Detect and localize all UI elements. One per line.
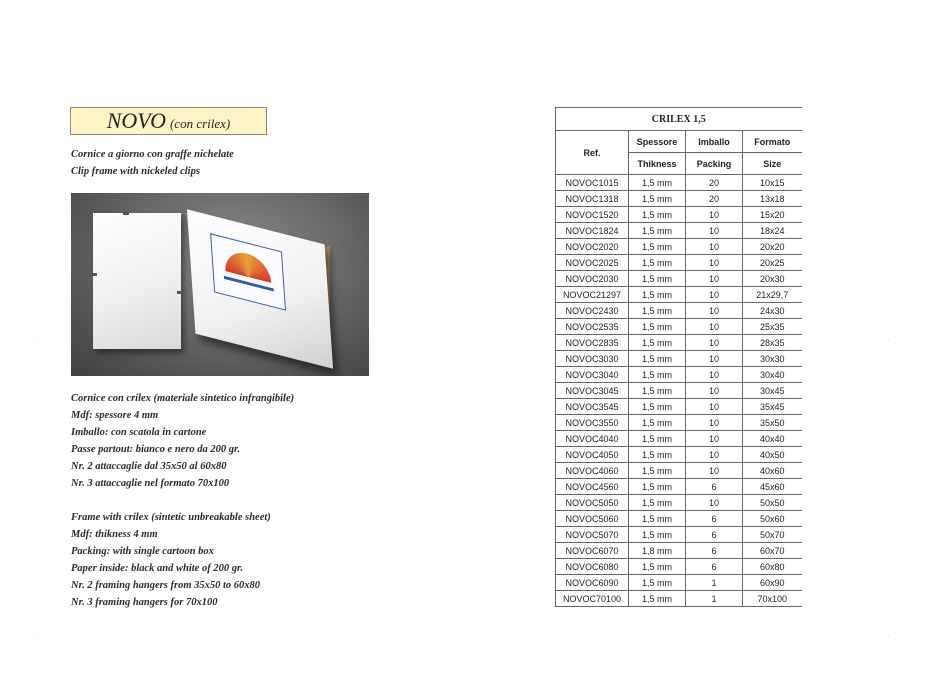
desc-line: Nr. 3 attaccaglie nel formato 70x100 xyxy=(71,478,230,489)
table-row xyxy=(556,207,802,223)
product-name: NOVO xyxy=(106,108,166,133)
cell-thickness: 1,5 mm xyxy=(629,495,686,511)
table-row xyxy=(556,591,802,607)
cell-ref: NOVOC2430 xyxy=(556,303,629,319)
table-row xyxy=(556,415,802,431)
cell-size: 20x25 xyxy=(743,255,802,271)
table-body xyxy=(556,175,802,607)
cell-thickness: 1,5 mm xyxy=(629,575,686,591)
table-row xyxy=(556,463,802,479)
cell-ref: NOVOC70100 xyxy=(556,591,629,607)
header-ref: Ref. xyxy=(556,131,629,175)
cell-thickness: 1,5 mm xyxy=(629,207,686,223)
table-row xyxy=(556,287,802,303)
table-row xyxy=(556,175,802,191)
clip-mark xyxy=(123,212,129,215)
cell-ref: NOVOC3040 xyxy=(556,367,629,383)
cell-size: 45x60 xyxy=(743,479,802,495)
crop-mark: . xyxy=(888,336,890,342)
cell-ref: NOVOC2025 xyxy=(556,255,629,271)
cell-thickness: 1,5 mm xyxy=(629,175,686,191)
desc-line: Nr. 3 framing hangers for 70x100 xyxy=(71,597,218,608)
cell-thickness: 1,5 mm xyxy=(629,271,686,287)
clip-mark xyxy=(177,291,183,294)
cell-packing: 6 xyxy=(686,479,743,495)
cell-packing: 10 xyxy=(686,287,743,303)
desc-line: Imballo: con scatola in cartone xyxy=(71,427,207,438)
table-row xyxy=(556,527,802,543)
cell-thickness: 1,5 mm xyxy=(629,287,686,303)
desc-line: Nr. 2 attaccaglie dal 35x50 al 60x80 xyxy=(71,461,227,472)
cell-size: 60x90 xyxy=(743,575,802,591)
table-row xyxy=(556,383,802,399)
cell-size: 20x30 xyxy=(743,271,802,287)
table-row xyxy=(556,191,802,207)
cell-ref: NOVOC1824 xyxy=(556,223,629,239)
table-row xyxy=(556,319,802,335)
cell-packing: 10 xyxy=(686,383,743,399)
table-row xyxy=(556,511,802,527)
cell-packing: 10 xyxy=(686,271,743,287)
product-subtitle: (con crilex) xyxy=(169,116,231,131)
cell-size: 20x20 xyxy=(743,239,802,255)
table-row xyxy=(556,575,802,591)
table-row xyxy=(556,399,802,415)
cell-thickness: 1,5 mm xyxy=(629,351,686,367)
cell-thickness: 1,5 mm xyxy=(629,383,686,399)
table-row xyxy=(556,495,802,511)
table-row xyxy=(556,303,802,319)
cell-size: 15x20 xyxy=(743,207,802,223)
table-row xyxy=(556,351,802,367)
cell-packing: 10 xyxy=(686,207,743,223)
cell-packing: 10 xyxy=(686,335,743,351)
header-thickness-en: Thikness xyxy=(629,153,686,175)
clip-mark xyxy=(91,273,97,276)
table-row xyxy=(556,223,802,239)
cell-packing: 1 xyxy=(686,591,743,607)
cell-size: 10x15 xyxy=(743,175,802,191)
cell-ref: NOVOC4040 xyxy=(556,431,629,447)
cell-size: 50x70 xyxy=(743,527,802,543)
cell-thickness: 1,5 mm xyxy=(629,591,686,607)
cell-size: 40x40 xyxy=(743,431,802,447)
cell-thickness: 1,5 mm xyxy=(629,399,686,415)
cell-packing: 10 xyxy=(686,303,743,319)
cell-ref: NOVOC3545 xyxy=(556,399,629,415)
cell-packing: 10 xyxy=(686,367,743,383)
table-row xyxy=(556,479,802,495)
cell-thickness: 1,5 mm xyxy=(629,239,686,255)
cell-thickness: 1,5 mm xyxy=(629,319,686,335)
desc-line: Mdf: spessore 4 mm xyxy=(71,410,159,421)
cell-size: 50x60 xyxy=(743,511,802,527)
crop-mark: . xyxy=(34,336,36,342)
cell-thickness: 1,5 mm xyxy=(629,223,686,239)
clip-frame-image xyxy=(93,213,181,349)
cell-size: 40x60 xyxy=(743,463,802,479)
crop-mark: . xyxy=(34,632,36,638)
cell-size: 21x29,7 xyxy=(743,287,802,303)
intro-line: Cornice a giorno con graffe nichelate xyxy=(71,149,234,160)
cell-thickness: 1,5 mm xyxy=(629,431,686,447)
cell-thickness: 1,5 mm xyxy=(629,559,686,575)
cell-packing: 20 xyxy=(686,175,743,191)
intro-text xyxy=(71,146,234,180)
cell-thickness: 1,5 mm xyxy=(629,415,686,431)
spec-table xyxy=(555,107,802,607)
cell-size: 60x80 xyxy=(743,559,802,575)
cell-ref: NOVOC21297 xyxy=(556,287,629,303)
cell-ref: NOVOC6090 xyxy=(556,575,629,591)
description-english xyxy=(71,509,271,611)
cell-packing: 6 xyxy=(686,559,743,575)
cell-ref: NOVOC3550 xyxy=(556,415,629,431)
desc-line: Frame with crilex (sintetic unbreakable sheet) xyxy=(71,512,271,523)
desc-line: Paper inside: black and white of 200 gr. xyxy=(71,563,244,574)
cell-ref: NOVOC5050 xyxy=(556,495,629,511)
table-row xyxy=(556,255,802,271)
header-packing-it: Imballo xyxy=(686,131,743,153)
cell-thickness: 1,5 mm xyxy=(629,367,686,383)
table-row xyxy=(556,447,802,463)
table-caption: CRILEX 1,5 xyxy=(556,108,802,131)
cell-ref: NOVOC4560 xyxy=(556,479,629,495)
cell-ref: NOVOC3030 xyxy=(556,351,629,367)
cell-size: 40x50 xyxy=(743,447,802,463)
cell-ref: NOVOC5060 xyxy=(556,511,629,527)
cell-ref: NOVOC1318 xyxy=(556,191,629,207)
cell-packing: 6 xyxy=(686,511,743,527)
cell-size: 13x18 xyxy=(743,191,802,207)
cell-size: 35x50 xyxy=(743,415,802,431)
cell-packing: 6 xyxy=(686,527,743,543)
cell-size: 50x50 xyxy=(743,495,802,511)
cell-packing: 10 xyxy=(686,447,743,463)
cell-ref: NOVOC2020 xyxy=(556,239,629,255)
packaging-box-image xyxy=(187,209,333,369)
table-row xyxy=(556,271,802,287)
cell-thickness: 1,5 mm xyxy=(629,303,686,319)
desc-line: Nr. 2 framing hangers from 35x50 to 60x80 xyxy=(71,580,261,591)
cell-packing: 10 xyxy=(686,415,743,431)
cell-thickness: 1,5 mm xyxy=(629,447,686,463)
cell-size: 28x35 xyxy=(743,335,802,351)
cell-packing: 6 xyxy=(686,543,743,559)
cell-ref: NOVOC2535 xyxy=(556,319,629,335)
cell-size: 30x40 xyxy=(743,367,802,383)
crop-mark: . xyxy=(888,632,890,638)
cell-size: 35x45 xyxy=(743,399,802,415)
cell-ref: NOVOC4060 xyxy=(556,463,629,479)
cell-ref: NOVOC4050 xyxy=(556,447,629,463)
cell-ref: NOVOC2835 xyxy=(556,335,629,351)
desc-line: Cornice con crilex (materiale sintetico infrangibile) xyxy=(71,393,295,404)
product-title xyxy=(70,107,267,135)
cell-packing: 10 xyxy=(686,431,743,447)
cell-packing: 10 xyxy=(686,495,743,511)
cell-packing: 10 xyxy=(686,255,743,271)
cell-packing: 10 xyxy=(686,223,743,239)
cell-ref: NOVOC1015 xyxy=(556,175,629,191)
cell-packing: 10 xyxy=(686,463,743,479)
cell-packing: 10 xyxy=(686,351,743,367)
box-label xyxy=(210,233,286,310)
header-packing-en: Packing xyxy=(686,153,743,175)
table-row xyxy=(556,335,802,351)
cell-size: 60x70 xyxy=(743,543,802,559)
desc-line: Passe partout: bianco e nero da 200 gr. xyxy=(71,444,241,455)
cell-size: 18x24 xyxy=(743,223,802,239)
cell-thickness: 1,8 mm xyxy=(629,543,686,559)
header-size-it: Formato xyxy=(743,131,802,153)
cell-ref: NOVOC6080 xyxy=(556,559,629,575)
cell-size: 30x45 xyxy=(743,383,802,399)
cell-size: 25x35 xyxy=(743,319,802,335)
table-row xyxy=(556,367,802,383)
cell-size: 24x30 xyxy=(743,303,802,319)
cell-packing: 10 xyxy=(686,399,743,415)
cell-thickness: 1,5 mm xyxy=(629,191,686,207)
cell-thickness: 1,5 mm xyxy=(629,463,686,479)
desc-line: Mdf: thikness 4 mm xyxy=(71,529,158,540)
cell-size: 70x100 xyxy=(743,591,802,607)
cell-packing: 10 xyxy=(686,319,743,335)
table-row xyxy=(556,543,802,559)
desc-line: Packing: with single cartoon box xyxy=(71,546,214,557)
table-row xyxy=(556,239,802,255)
cell-ref: NOVOC6070 xyxy=(556,543,629,559)
header-size-en: Size xyxy=(743,153,802,175)
description-italian xyxy=(71,390,294,492)
cell-ref: NOVOC3045 xyxy=(556,383,629,399)
cell-thickness: 1,5 mm xyxy=(629,511,686,527)
table-row xyxy=(556,431,802,447)
cell-ref: NOVOC5070 xyxy=(556,527,629,543)
header-thickness-it: Spessore xyxy=(629,131,686,153)
product-photo xyxy=(71,193,369,376)
cell-packing: 20 xyxy=(686,191,743,207)
cell-ref: NOVOC2030 xyxy=(556,271,629,287)
intro-line: Clip frame with nickeled clips xyxy=(71,166,200,177)
cell-packing: 1 xyxy=(686,575,743,591)
cell-thickness: 1,5 mm xyxy=(629,335,686,351)
cell-packing: 10 xyxy=(686,239,743,255)
cell-thickness: 1,5 mm xyxy=(629,527,686,543)
cell-thickness: 1,5 mm xyxy=(629,479,686,495)
cell-size: 30x30 xyxy=(743,351,802,367)
cell-ref: NOVOC1520 xyxy=(556,207,629,223)
table-row xyxy=(556,559,802,575)
cell-thickness: 1,5 mm xyxy=(629,255,686,271)
